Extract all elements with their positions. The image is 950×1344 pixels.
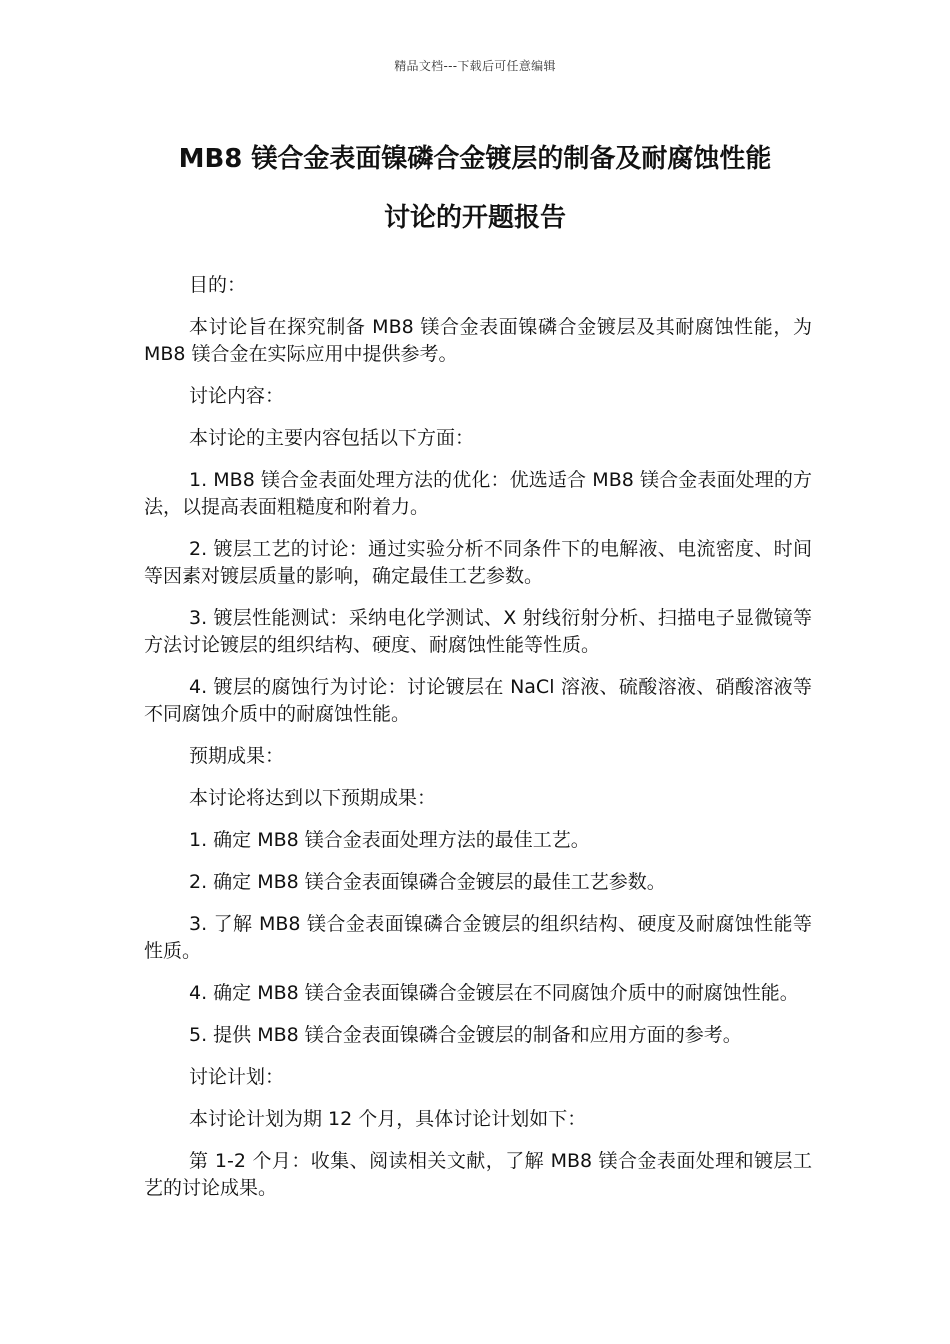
paragraph-content-intro: 本讨论的主要内容包括以下方面： — [189, 427, 475, 449]
section-heading-outcomes: 预期成果： — [189, 745, 285, 767]
outcome-item-2: 2. 确定 MB8 镁合金表面镍磷合金镀层的最佳工艺参数。 — [189, 871, 666, 893]
outcome-item-4: 4. 确定 MB8 镁合金表面镍磷合金镀层在不同腐蚀介质中的耐腐蚀性能。 — [189, 982, 799, 1004]
document-title-line-1: MB8 镁合金表面镍磷合金镀层的制备及耐腐蚀性能 — [178, 144, 772, 174]
outcome-item-3: 3. 了解 MB8 镁合金表面镍磷合金镀层的组织结构、硬度及耐腐蚀性能等性质。 — [144, 913, 812, 962]
document-body — [144, 272, 812, 1217]
paragraph-plan-intro: 本讨论计划为期 12 个月，具体讨论计划如下： — [189, 1108, 587, 1130]
paragraph-outcomes-intro: 本讨论将达到以下预期成果： — [189, 787, 437, 809]
outcome-item-1: 1. 确定 MB8 镁合金表面处理方法的最佳工艺。 — [189, 829, 590, 851]
plan-item-1: 第 1-2 个月：收集、阅读相关文献，了解 MB8 镁合金表面处理和镀层工艺的讨论成果。 — [144, 1150, 812, 1199]
section-heading-plan: 讨论计划： — [189, 1066, 285, 1088]
content-item-4: 4. 镀层的腐蚀行为讨论：讨论镀层在 NaCl 溶液、硫酸溶液、硝酸溶液等不同腐蚀介质中的耐腐蚀性能。 — [144, 676, 812, 725]
content-item-2: 2. 镀层工艺的讨论：通过实验分析不同条件下的电解液、电流密度、时间等因素对镀层质量的影响，确定最佳工艺参数。 — [144, 538, 812, 587]
paragraph-purpose: 本讨论旨在探究制备 MB8 镁合金表面镍磷合金镀层及其耐腐蚀性能，为 MB8 镁合金在实际应用中提供参考。 — [144, 316, 812, 365]
content-item-1: 1. MB8 镁合金表面处理方法的优化：优选适合 MB8 镁合金表面处理的方法，以提高表面粗糙度和附着力。 — [144, 469, 812, 518]
section-heading-purpose: 目的： — [189, 274, 247, 296]
section-heading-content: 讨论内容： — [189, 385, 285, 407]
document-title-line-2: 讨论的开题报告 — [383, 203, 566, 233]
outcome-item-5: 5. 提供 MB8 镁合金表面镍磷合金镀层的制备和应用方面的参考。 — [189, 1024, 742, 1046]
content-item-3: 3. 镀层性能测试：采纳电化学测试、X 射线衍射分析、扫描电子显微镜等方法讨论镀层的组织结构、硬度、耐腐蚀性能等性质。 — [144, 607, 812, 656]
page-header: 精品文档---下载后可任意编辑 — [394, 59, 556, 73]
